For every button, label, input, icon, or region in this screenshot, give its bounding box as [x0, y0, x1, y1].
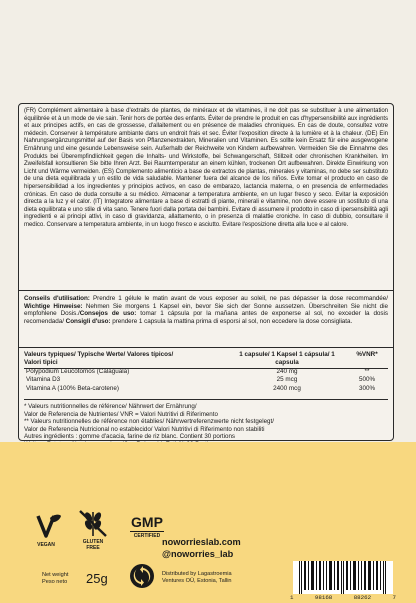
ingredient-vnr: 300% [358, 384, 376, 392]
divider-table-header [24, 368, 388, 369]
barcode-digit-group: 98168 [314, 594, 333, 601]
multilingual-warnings: (FR) Complément alimentaire à base d'extraits de plantes, de minéraux et de vitamines, il ne doit pas se substituer à une alimentation équilibrée et à un mode de vie sain. Tenir hors de portée des enfants. Éviter de prendre le produit en cas d'hypersensibilité aux ingrédients et aux principes actifs, en cas de grossesse, d'allaitement ou en présence de maladies chroniques. En cas de doute, consultez votre médecin. Conserver à température ambiante dans un endroit frais et sec. Éviter l'exposition directe à la lumière et à la chaleur. (DE) Ein Nahrungsergänzungsmittel auf der Basis von Pflanzenextrakten, Mineralien und Vitaminen. Es sollte kein Ersatz für eine ausgewogene Ernährung und eine gesunde Lebensweise sein. Außerhalb der Reichweite von Kindern aufbewahren. Vermeiden Sie die Einnahme des Produkts bei Überempfindlichkeit gegen die Inhalts- und Wirkstoffe, bei Schwangerschaft, Stillzeit oder chronischen Krankheiten. Im Zweifelsfall konsultieren Sie bitte Ihren Arzt. Bei Raumtemperatur an einem kühlen, trockenen Ort aufbewahren. Direkte Einwirkung von Licht und Wärme vermeiden. (ES) Complemento alimenticio a base de extractos de plantas, minerales y vitaminas, no debe ser substituto de una dieta equilibrada y un estilo de vida saludable. Mantener fuera del alcance de los niños. Evite tomar el producto en caso de hipersensibilidad a los ingredientes y principios activos, en caso de embarazo, lactancia materna, o en presencia de enfermedades crónicas. En caso de duda consulte a su médico. Almacenar a temperatura ambiente, en un lugar fresco y seco. Evitar la exposición directa a la luz y el calor. (IT) Integratore alimentare a base di estratti di piante, minerali e vitamine, non deve essere un sostituto di una dieta equilibrata e uno stile di vita sano. Tenere fuori dalla portata dei bambini. Evitare di assumere il prodotto in caso di ipersensibilità agli ingredienti e ai principi attivi, in caso di gravidanza, allattamento, o in presenza di malattie croniche. In caso di dubbio, consultare il medico. Conservare a temperatura ambiente, in un luogo fresco e asciutto. Evitare l'esposizione diretta alla luce e al calore. [24, 108, 388, 228]
note-line: Autres ingrédients : gomme d'acacia, farine de riz blanc. Contient 30 portions [24, 433, 235, 441]
ingredient-amount: 2400 mcg [273, 384, 301, 392]
barcode-digits [290, 594, 396, 601]
barcode-bars [293, 561, 393, 594]
net-weight-label-es: Peso neto [42, 579, 68, 585]
gluten-free-badge [76, 508, 110, 556]
wheat-crossed-icon [76, 508, 110, 538]
usage-instructions [24, 295, 388, 326]
label-top-band [0, 0, 416, 105]
divider-usage [18, 347, 394, 348]
table-header [24, 351, 390, 368]
note-line: Valor de Referencia de Nutrientes/ VNR = Valori Nutritivi di Riferimento [24, 410, 218, 418]
ingredient-vnr: 500% [358, 376, 376, 384]
gmp-text: GMP [131, 514, 163, 530]
usage-fr-text: Prendre 1 gélule le matin avant de vous exposer au soleil, ne pas dépasser la dose recommandée/ [89, 295, 388, 302]
note-line: ** Valeurs nutritionnelles de référence non établies/ Nährwertreferenzwerte nicht festgelegt/ [24, 418, 274, 426]
ingredient-vnr: ** [364, 368, 370, 375]
note-line: * Valeurs nutritionnelles de référence/ Nährwert der Ernährung/ [24, 403, 197, 410]
website-url[interactable]: noworrieslab.com [162, 537, 241, 547]
usage-es-label: Consejos de uso: [79, 310, 137, 318]
net-weight-label: Net weight [42, 572, 69, 578]
usage-it-text: prendere 1 capsula la mattina prima di esporsi al sol, non eccedere la dose consigliata. [110, 318, 353, 326]
distributor-line-2: Ventures OÜ, Estonia, Tallin [162, 578, 232, 584]
table-row [24, 385, 390, 393]
table-row [24, 368, 390, 376]
table-row [24, 376, 390, 384]
usage-de-label: Wichtige Hinweise: [24, 302, 83, 310]
usage-fr-label: Conseils d'utilisation: [24, 295, 90, 302]
leaf-icon [28, 512, 64, 540]
distributor-line-1: Distributed by Lagastroemia [162, 571, 232, 577]
ingredient-amount: 25 mcg [276, 376, 298, 384]
usage-it-label: Consigli d'uso: [63, 318, 111, 326]
header-serving: 1 capsule/ 1 Kapsel 1 cápsula/ 1 capsula [239, 351, 335, 366]
gmp-underline [130, 531, 164, 532]
divider-warnings [18, 290, 394, 291]
barcode-digit-group: 1 [290, 594, 294, 601]
vegan-badge [28, 512, 64, 554]
gluten-free-label: GLUTEN FREE [82, 539, 104, 551]
ingredient-name: Vitamina A (100% Beta-carotene) [26, 384, 119, 392]
ingredient-name: Vitamina D3 [26, 376, 61, 384]
header-vnr: %VNR* [356, 351, 378, 358]
ingredient-amount: 240 mg [276, 368, 298, 375]
vegan-label: VEGAN [37, 542, 55, 548]
divider-table-end [24, 399, 388, 400]
ingredient-name: Polypodium Leucotomos (Calaguala) [26, 368, 130, 375]
header-values: Valeurs typiques/ Typische Werte/ Valores típicos/ Valori tipici [24, 351, 174, 366]
barcode [293, 561, 393, 594]
usage-es-text: tomar 1 cápsula por la mañana antes de exponerse al sol, no exceder la dosis recomendada/ [24, 310, 389, 326]
usage-de-text: Nehmen Sie morgens 1 Kapsel ein, bevor Sie sich der Sonne aussetzen. Überschreiten Sie nicht die empfohlene Dosis./ [24, 302, 388, 318]
barcode-digit-group: 88262 [353, 594, 372, 601]
barcode-digit-group: 7 [392, 594, 396, 601]
social-handle[interactable]: @noworries_lab [162, 549, 234, 559]
gmp-certified-label: CERTIFIED [133, 533, 161, 539]
note-line: Valor de Referencia Nutricional no establecido/ Valori Nutritivi di Riferimento non stabiliti [24, 425, 265, 433]
nutrition-table [24, 351, 390, 393]
green-dot-icon [129, 563, 155, 589]
net-weight-value: 25g [86, 571, 108, 586]
